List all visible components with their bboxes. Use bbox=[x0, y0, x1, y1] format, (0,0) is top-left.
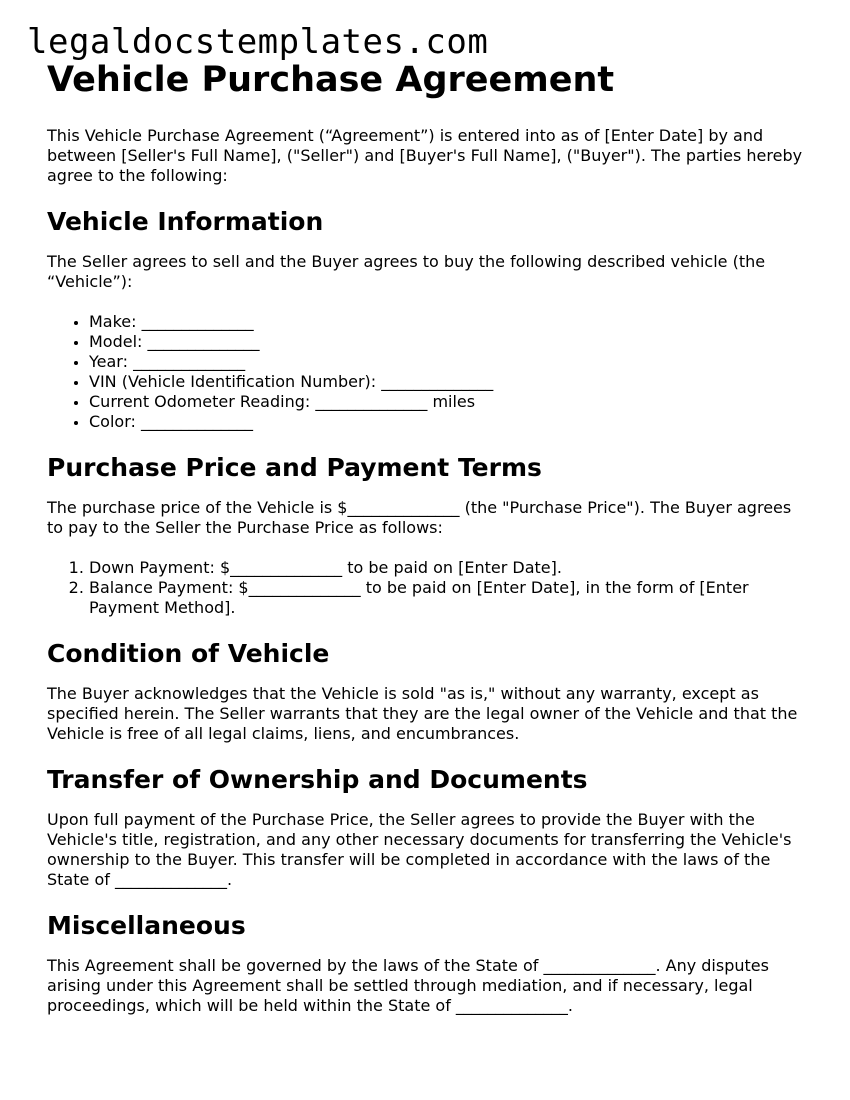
payment-terms-list bbox=[47, 558, 807, 618]
condition-paragraph: The Buyer acknowledges that the Vehicle is sold "as is," without any warranty, except as specified herein. The Seller warrants that they are the legal owner of the Vehicle and that the Vehicle is free of all legal claims, liens, and encumbrances. bbox=[47, 684, 798, 743]
transfer-paragraph: Upon full payment of the Purchase Price, the Seller agrees to provide the Buyer with the Vehicle's title, registration, and any other necessary documents for transferring the Vehicle's ownership to the Buyer. This transfer will be completed in accordance with the laws of the State of ______________. bbox=[47, 810, 792, 889]
vehicle-odometer-item: • Current Odometer Reading: ______________ miles bbox=[89, 392, 807, 412]
vehicle-information-heading: Vehicle Information bbox=[47, 207, 324, 236]
intro-paragraph: This Vehicle Purchase Agreement (“Agreement”) is entered into as of [Enter Date] by and between [Seller's Full Name], ("Seller") and [Buyer's Full Name], ("Buyer"). The parties hereby agree to the following: bbox=[47, 126, 803, 185]
condition-heading: Condition of Vehicle bbox=[47, 639, 330, 668]
vehicle-year-item: • Year: ______________ bbox=[89, 352, 807, 372]
purchase-price-heading: Purchase Price and Payment Terms bbox=[47, 453, 542, 482]
vehicle-information-paragraph: The Seller agrees to sell and the Buyer agrees to buy the following described vehicle (the “Vehicle”): bbox=[47, 252, 766, 291]
miscellaneous-paragraph: This Agreement shall be governed by the laws of the State of ______________. Any disputes arising under this Agreement shall be settled through mediation, and if necessary, legal proceedings, which will be held within the State of ______________. bbox=[47, 956, 769, 1015]
down-payment-item: 1. Down Payment: $______________ to be paid on [Enter Date]. bbox=[89, 558, 807, 578]
purchase-price-paragraph: The purchase price of the Vehicle is $______________ (the "Purchase Price"). The Buyer agrees to pay to the Seller the Purchase Price as follows: bbox=[47, 498, 792, 537]
agreement-document bbox=[47, 58, 807, 1036]
site-watermark: legaldocstemplates.com bbox=[27, 22, 489, 62]
vehicle-make-item: • Make: ______________ bbox=[89, 312, 807, 332]
vehicle-model-item: • Model: ______________ bbox=[89, 332, 807, 352]
document-title: Vehicle Purchase Agreement bbox=[47, 60, 615, 100]
miscellaneous-heading: Miscellaneous bbox=[47, 911, 246, 940]
vehicle-vin-item: • VIN (Vehicle Identification Number): ______________ bbox=[89, 372, 807, 392]
balance-payment-item: 2. Balance Payment: $______________ to be paid on [Enter Date], in the form of [Enter Payment Method]. bbox=[89, 578, 807, 618]
vehicle-color-item: • Color: ______________ bbox=[89, 412, 807, 432]
vehicle-details-list bbox=[47, 312, 807, 432]
transfer-heading: Transfer of Ownership and Documents bbox=[47, 765, 588, 794]
